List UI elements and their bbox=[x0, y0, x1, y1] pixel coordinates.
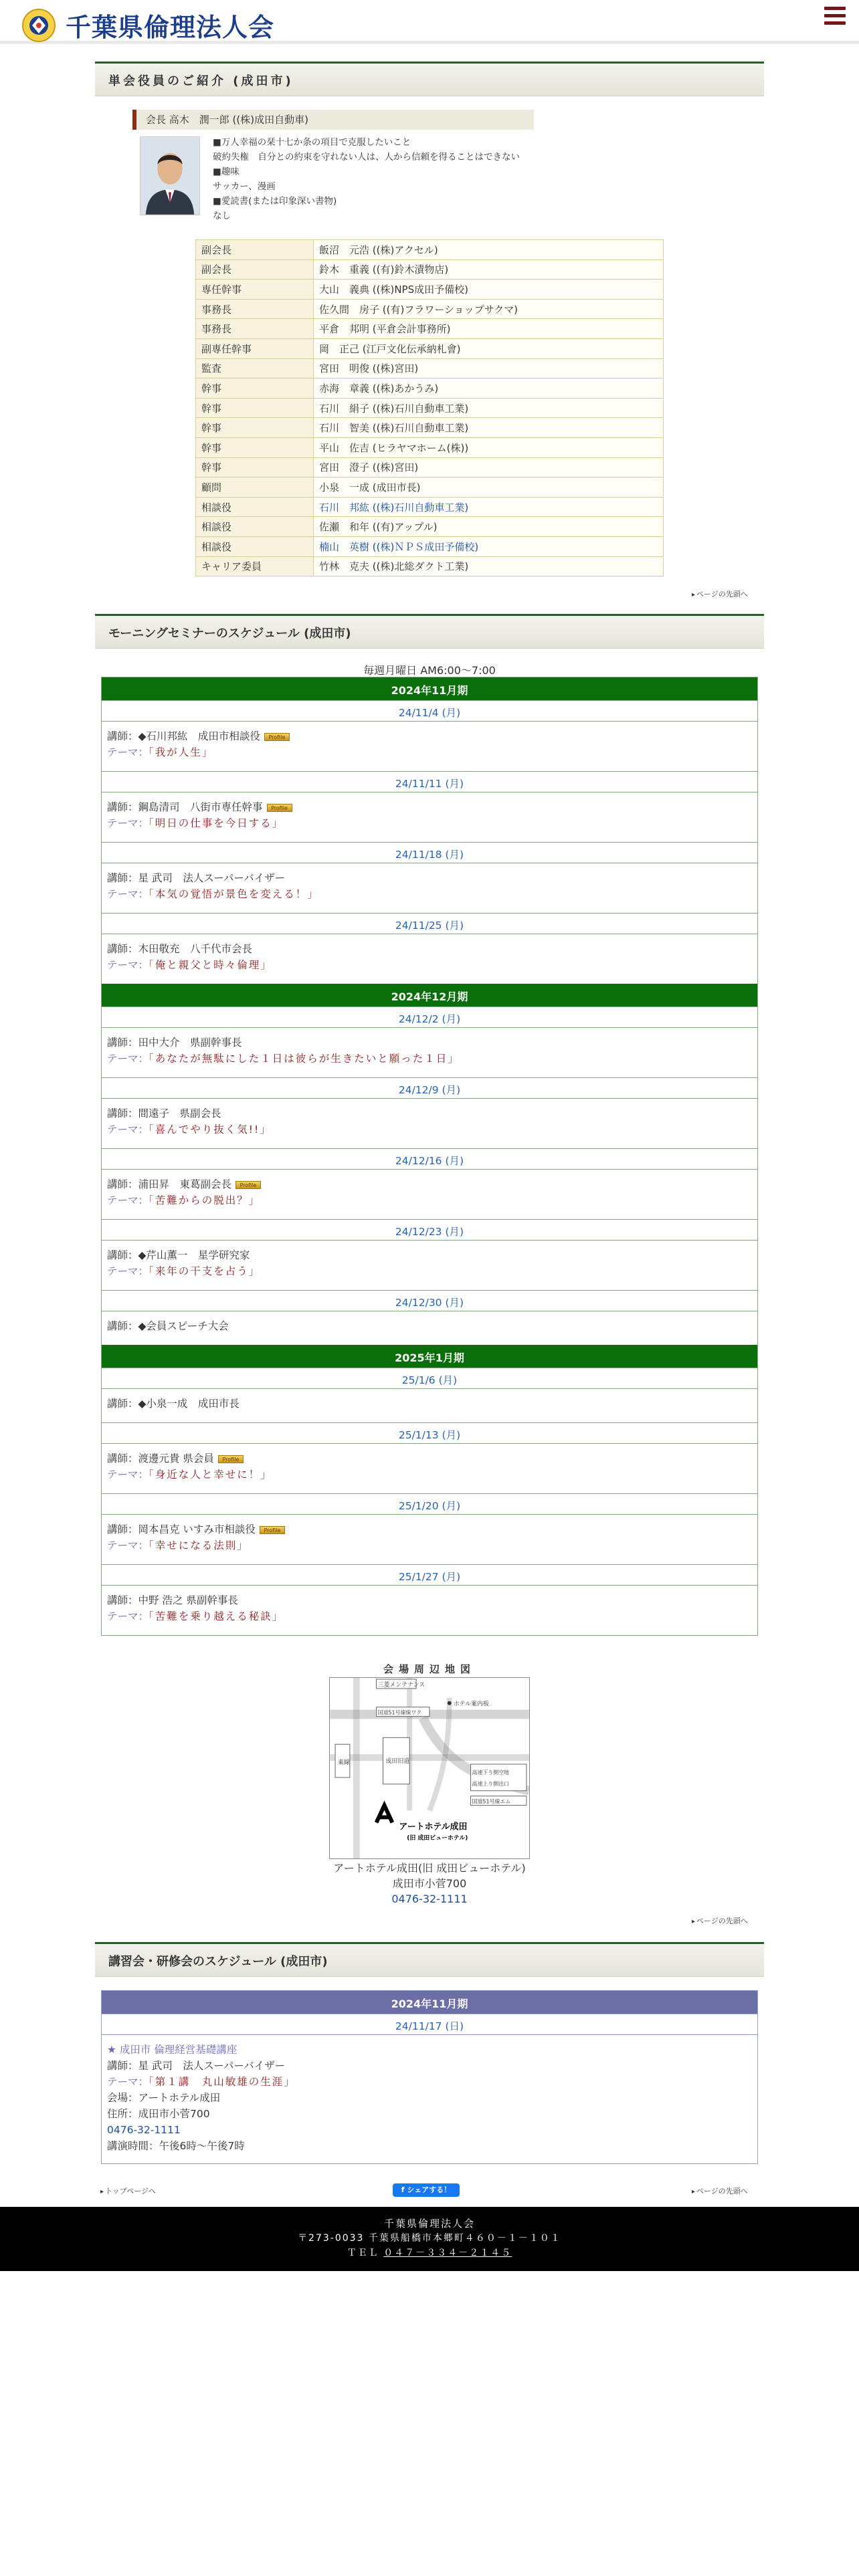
lecture-schedule bbox=[101, 1990, 758, 2164]
footer-tel-link[interactable]: ０４７－３３４－２１４５ bbox=[383, 2248, 512, 2258]
morning-section-title: モーニングセミナーのスケジュール (成田市) bbox=[95, 614, 764, 649]
officer-role: 副会長 bbox=[196, 240, 314, 260]
hotel-tel-link[interactable]: 0476-32-1111 bbox=[391, 1893, 468, 1905]
site-title[interactable]: 千葉県倫理法人会 bbox=[66, 12, 275, 42]
officer-name: 赤海 章義 ((株)あかうみ) bbox=[314, 379, 664, 399]
footer-tel-label: ＴＥＬ bbox=[347, 2248, 379, 2258]
event-date: 25/1/27 (月) bbox=[102, 1564, 757, 1586]
speaker-text: 講師：◆石川邦紘 成田市相談役 bbox=[107, 730, 260, 742]
officer-row bbox=[196, 280, 664, 300]
officer-row bbox=[196, 358, 664, 379]
event-speaker bbox=[107, 1318, 757, 1334]
map-label: 国道51号線線ワク bbox=[377, 1709, 422, 1716]
hamburger-menu-icon[interactable] bbox=[824, 7, 846, 27]
speaker-text: 講師：鋼島清司 八街市専任幹事 bbox=[107, 801, 263, 813]
page-top-link[interactable]: ▸ ページの先頭へ bbox=[692, 588, 748, 599]
lecture-address: 住所：成田市小菅700 bbox=[107, 2108, 210, 2120]
event-theme: 「苦難からの脱出？」 bbox=[149, 1194, 261, 1206]
theme-label: テーマ： bbox=[107, 1265, 149, 1277]
executive-section-title: 単会役員のご紹介 (成田市) bbox=[95, 62, 764, 96]
profile-line: ■万人幸福の栞十七か条の項目で克服したいこと bbox=[213, 137, 411, 148]
footer-address: 〒273-0033 千葉県船橋市本郷町４６０－１－１０１ bbox=[298, 2233, 561, 2244]
morning-subtitle: 毎週月曜日 AM6:00〜7:00 bbox=[363, 664, 496, 677]
map-hotel-sub: (旧 成田ビューホテル) bbox=[407, 1835, 468, 1842]
event-theme: 「本気の覚悟が景色を変える！」 bbox=[149, 888, 319, 900]
theme-label: テーマ： bbox=[107, 746, 149, 758]
officers-table bbox=[195, 239, 664, 576]
seminar-event bbox=[102, 863, 757, 913]
venue-map bbox=[329, 1677, 530, 1859]
chairman-photo bbox=[140, 136, 200, 215]
page-top-link[interactable]: ▸ ページの先頭へ bbox=[692, 2185, 748, 2196]
officer-role: 幹事 bbox=[196, 418, 314, 438]
officer-row bbox=[196, 299, 664, 319]
officer-name: 平倉 邦明 (平倉会計事務所) bbox=[314, 319, 664, 339]
month-bar: 2024年11月期 bbox=[102, 677, 757, 700]
speaker-text: 講師：木田敬充 八千代市会長 bbox=[107, 943, 253, 955]
officer-name: 石川 絹子 ((株)石川自動車工業) bbox=[314, 398, 664, 418]
event-theme: 「苦難を乗り越える秘訣」 bbox=[149, 1610, 284, 1622]
profile-badge[interactable]: Profile bbox=[218, 1455, 244, 1463]
officer-row bbox=[196, 477, 664, 498]
facebook-share-button[interactable]: f シェアする！ bbox=[393, 2183, 460, 2197]
hotel-name: アートホテル成田(旧 成田ビューホテル) bbox=[333, 1862, 526, 1874]
officer-role: 幹事 bbox=[196, 379, 314, 399]
lecture-theme: 「第１講 丸山敏雄の生涯」 bbox=[149, 2076, 296, 2088]
speaker-text: 講師：渡邊元貴 県会員 bbox=[107, 1453, 214, 1465]
chairman-label: 会長 高木 潤一郎 ((株)成田自動車) bbox=[132, 110, 534, 130]
top-header bbox=[0, 0, 859, 44]
officer-role: 相談役 bbox=[196, 517, 314, 537]
event-speaker bbox=[107, 799, 757, 815]
event-theme: 「我が人生」 bbox=[149, 746, 214, 758]
event-theme: 「俺と親父と時々倫理」 bbox=[149, 959, 272, 971]
map-label: ホテル案内板 bbox=[453, 1701, 489, 1708]
event-date: 24/11/25 (月) bbox=[102, 913, 757, 934]
top-page-link[interactable]: ▸ トップページへ bbox=[100, 2185, 156, 2196]
map-label: 高速下り側空地 bbox=[472, 1769, 510, 1776]
event-theme: 「来年の干支を占う」 bbox=[149, 1265, 261, 1277]
officer-role: 事務長 bbox=[196, 319, 314, 339]
theme-label: テーマ： bbox=[107, 817, 149, 829]
officer-role: 事務長 bbox=[196, 299, 314, 319]
profile-line: ■愛読書(または印象深い書物) bbox=[213, 196, 337, 207]
month-bar: 2024年12月期 bbox=[102, 984, 757, 1006]
page-top-link[interactable]: ▸ ページの先頭へ bbox=[692, 1915, 748, 1926]
profile-line: サッカー、漫画 bbox=[213, 181, 276, 192]
officer-name: 鈴木 重義 ((有)鈴木漬物店) bbox=[314, 259, 664, 280]
event-speaker bbox=[107, 1247, 757, 1263]
officer-row bbox=[196, 517, 664, 537]
officer-name: 宮田 明俊 ((株)宮田) bbox=[314, 358, 664, 379]
profile-badge[interactable]: Profile bbox=[235, 1181, 261, 1189]
officer-row bbox=[196, 319, 664, 339]
officer-name: 宮田 澄子 ((株)宮田) bbox=[314, 457, 664, 477]
theme-label: テーマ： bbox=[107, 888, 149, 900]
map-label: 成田旧道 bbox=[385, 1758, 410, 1765]
theme-label: テーマ： bbox=[107, 1053, 149, 1065]
seminar-event bbox=[102, 1586, 757, 1635]
speaker-text: 講師：星 武司 法人スーパーバイザー bbox=[107, 872, 286, 884]
footer-org: 千葉県倫理法人会 bbox=[383, 2218, 475, 2230]
officer-row bbox=[196, 338, 664, 358]
seminar-event bbox=[102, 1515, 757, 1564]
officer-row bbox=[196, 536, 664, 556]
lecture-tel-link[interactable]: 0476-32-1111 bbox=[107, 2124, 181, 2136]
event-date: 24/12/30 (月) bbox=[102, 1290, 757, 1311]
site-logo-icon[interactable] bbox=[19, 5, 59, 43]
event-date: 24/12/23 (月) bbox=[102, 1219, 757, 1241]
seminar-event bbox=[102, 934, 757, 984]
officer-name: 佐瀬 和年 ((有)アップル) bbox=[314, 517, 664, 537]
theme-label: テーマ： bbox=[107, 959, 149, 971]
hotel-info bbox=[296, 1860, 563, 1907]
event-speaker bbox=[107, 1035, 757, 1051]
event-speaker bbox=[107, 870, 757, 886]
officer-role: 副専任幹事 bbox=[196, 338, 314, 358]
seminar-event bbox=[102, 1444, 757, 1493]
seminar-event bbox=[102, 1311, 757, 1345]
event-speaker bbox=[107, 1396, 757, 1412]
officer-role: キャリア委員 bbox=[196, 556, 314, 576]
speaker-text: 講師：間遠子 県副会長 bbox=[107, 1107, 221, 1119]
officer-role: 相談役 bbox=[196, 536, 314, 556]
lecture-section bbox=[95, 1942, 764, 1977]
event-speaker bbox=[107, 728, 757, 744]
profile-line: なし bbox=[213, 211, 231, 221]
lecture-title[interactable]: ★ 成田市 倫理経営基礎講座 bbox=[107, 2044, 237, 2056]
theme-label: テーマ： bbox=[107, 2076, 149, 2088]
lecture-event bbox=[102, 2035, 757, 2163]
executive-section bbox=[95, 62, 764, 96]
map-hotel-label: アートホテル成田 bbox=[399, 1822, 468, 1832]
officer-role: 幹事 bbox=[196, 437, 314, 457]
event-date: 24/11/4 (月) bbox=[102, 700, 757, 722]
profile-badge[interactable]: Profile bbox=[267, 804, 292, 812]
officer-role: 相談役 bbox=[196, 497, 314, 517]
lecture-month-bar: 2024年11月期 bbox=[102, 1991, 757, 2014]
event-speaker bbox=[107, 1451, 757, 1467]
event-theme: 「幸せになる法則」 bbox=[149, 1539, 249, 1551]
officer-name: 佐久間 房子 ((有)フラワーショップサクマ) bbox=[314, 299, 664, 319]
event-speaker bbox=[107, 1592, 757, 1608]
officer-row bbox=[196, 457, 664, 477]
seminar-event bbox=[102, 1099, 757, 1148]
event-date: 24/12/2 (月) bbox=[102, 1006, 757, 1028]
lecture-date: 24/11/17 (日) bbox=[102, 2014, 757, 2035]
lecture-venue: 会場：アートホテル成田 bbox=[107, 2092, 221, 2104]
hotel-address: 成田市小菅700 bbox=[392, 1877, 467, 1890]
officer-role: 幹事 bbox=[196, 457, 314, 477]
event-date: 25/1/6 (月) bbox=[102, 1368, 757, 1389]
chairman-profile bbox=[213, 135, 561, 223]
speaker-text: 講師：田中大介 県副幹事長 bbox=[107, 1037, 242, 1049]
event-theme: 「喜んでやり抜く気!!」 bbox=[149, 1123, 272, 1136]
officer-role: 顧問 bbox=[196, 477, 314, 498]
event-date: 25/1/13 (月) bbox=[102, 1422, 757, 1444]
seminar-event bbox=[102, 1028, 757, 1077]
officer-row bbox=[196, 379, 664, 399]
event-theme: 「あなたが無駄にした１日は彼らが生きたいと願った１日」 bbox=[149, 1053, 460, 1065]
map-label: 国道51号線エム bbox=[472, 1798, 511, 1805]
event-theme: 「明日の仕事を今日する」 bbox=[149, 817, 284, 829]
speaker-text: 講師：岡本昌克 いすみ市相談役 bbox=[107, 1523, 256, 1535]
event-date: 24/12/9 (月) bbox=[102, 1077, 757, 1099]
theme-label: テーマ： bbox=[107, 1610, 149, 1622]
profile-line: 破約失権 自分との約束を守れない人は、人から信頼を得ることはできない bbox=[213, 152, 520, 163]
officer-name[interactable]: 石川 邦紘 ((株)石川自動車工業) bbox=[314, 497, 664, 517]
speaker-text: 講師：浦田昇 東葛副会長 bbox=[107, 1178, 232, 1190]
event-date: 24/11/18 (月) bbox=[102, 842, 757, 863]
lecture-time: 講演時間：午後6時〜午後7時 bbox=[107, 2140, 245, 2152]
site-footer bbox=[0, 2207, 859, 2271]
event-speaker bbox=[107, 1521, 757, 1537]
seminar-event bbox=[102, 722, 757, 771]
map-label: 高速上り側出口 bbox=[472, 1780, 510, 1787]
officer-name[interactable]: 楠山 英樹 ((株)ＮＰＳ成田予備校) bbox=[314, 536, 664, 556]
profile-line: ■趣味 bbox=[213, 167, 240, 177]
morning-schedule bbox=[101, 677, 758, 1636]
officer-row bbox=[196, 418, 664, 438]
lecture-section-title: 講習会・研修会のスケジュール (成田市) bbox=[95, 1942, 764, 1977]
map-label: 三菱メンテナンス bbox=[377, 1681, 425, 1689]
event-speaker bbox=[107, 941, 757, 957]
seminar-event bbox=[102, 1170, 757, 1219]
officer-role: 幹事 bbox=[196, 398, 314, 418]
officer-row bbox=[196, 556, 664, 576]
profile-badge[interactable]: Profile bbox=[260, 1526, 285, 1534]
officer-role: 監査 bbox=[196, 358, 314, 379]
officer-name: 小泉 一成 (成田市長) bbox=[314, 477, 664, 498]
map-label: 東線 bbox=[338, 1759, 350, 1767]
officer-name: 大山 義典 ((株)NPS成田予備校) bbox=[314, 280, 664, 300]
theme-label: テーマ： bbox=[107, 1469, 149, 1481]
event-theme: 「身近な人と幸せに！」 bbox=[149, 1469, 272, 1481]
map-title: 会場周辺地図 bbox=[383, 1663, 476, 1675]
officer-role: 専任幹事 bbox=[196, 280, 314, 300]
speaker-text: 講師：◆芹山薫一 星学研究家 bbox=[107, 1249, 250, 1261]
officer-row bbox=[196, 497, 664, 517]
speaker-text: 講師：◆会員スピーチ大会 bbox=[107, 1320, 229, 1332]
officer-role: 副会長 bbox=[196, 259, 314, 280]
speaker-text: 講師：中野 浩之 県副幹事長 bbox=[107, 1594, 238, 1606]
officer-name: 岡 正己 (江戸文化伝承納札會) bbox=[314, 338, 664, 358]
officer-row bbox=[196, 398, 664, 418]
morning-section bbox=[95, 614, 764, 649]
event-speaker bbox=[107, 1176, 757, 1192]
officer-row bbox=[196, 240, 664, 260]
officer-name: 竹林 克夫 ((株)北総ダクト工業) bbox=[314, 556, 664, 576]
seminar-event bbox=[102, 792, 757, 842]
event-speaker bbox=[107, 1105, 757, 1121]
event-date: 24/12/16 (月) bbox=[102, 1148, 757, 1170]
officer-name: 飯沼 元浩 ((株)アクセル) bbox=[314, 240, 664, 260]
seminar-event bbox=[102, 1389, 757, 1422]
theme-label: テーマ： bbox=[107, 1123, 149, 1136]
officer-name: 平山 佐吉 (ヒラヤマホーム(株)) bbox=[314, 437, 664, 457]
speaker-text: 講師：◆小泉一成 成田市長 bbox=[107, 1398, 240, 1410]
officer-row bbox=[196, 259, 664, 280]
event-date: 25/1/20 (月) bbox=[102, 1493, 757, 1515]
officer-name: 石川 智美 ((株)石川自動車工業) bbox=[314, 418, 664, 438]
seminar-event bbox=[102, 1241, 757, 1290]
event-date: 24/11/11 (月) bbox=[102, 771, 757, 792]
theme-label: テーマ： bbox=[107, 1539, 149, 1551]
month-bar: 2025年1月期 bbox=[102, 1345, 757, 1368]
lecture-speaker: 講師：星 武司 法人スーパーバイザー bbox=[107, 2060, 286, 2072]
profile-badge[interactable]: Profile bbox=[264, 733, 290, 741]
theme-label: テーマ： bbox=[107, 1194, 149, 1206]
officer-row bbox=[196, 437, 664, 457]
